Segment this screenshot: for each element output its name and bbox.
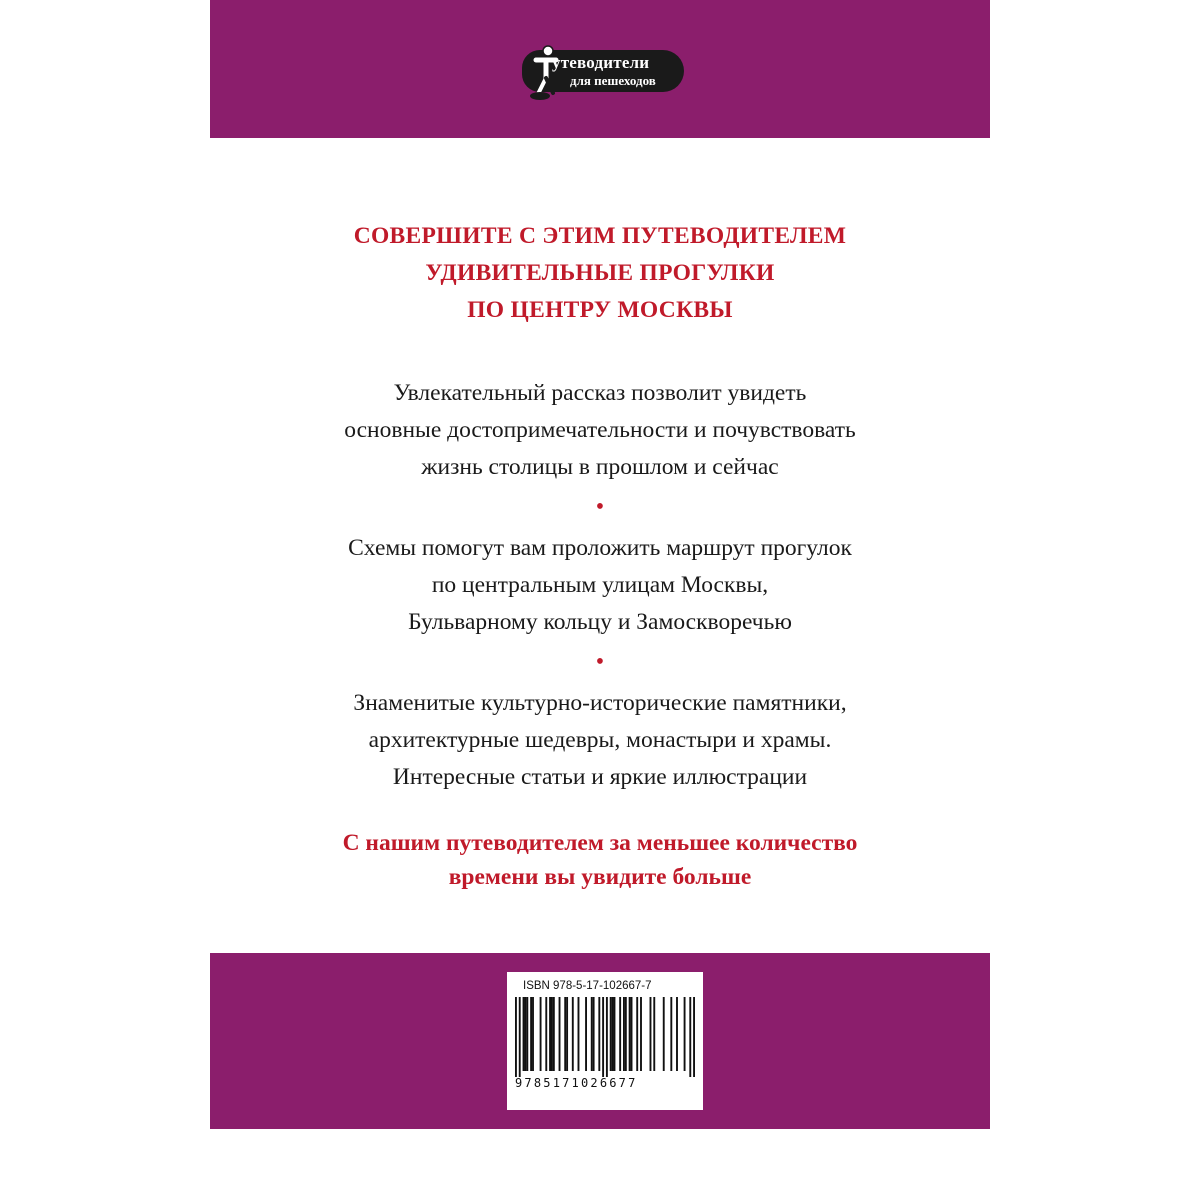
headline-line: СОВЕРШИТЕ С ЭТИМ ПУТЕВОДИТЕЛЕМ (353, 223, 847, 249)
logo-subtitle: для пешеходов (570, 73, 656, 88)
barcode-bar (593, 997, 595, 1071)
paragraph-line: Схемы помогут вам проложить маршрут прогулок (348, 535, 852, 561)
barcode-bar (559, 997, 561, 1071)
barcode-bar (598, 997, 600, 1071)
separator-bullet: • (595, 494, 605, 520)
barcode-bar (693, 997, 695, 1077)
barcode-bar (524, 997, 526, 1071)
barcode-bar (629, 997, 631, 1071)
barcode-bar (519, 997, 521, 1077)
barcode-bar (553, 997, 555, 1071)
paragraph-story (210, 375, 990, 486)
barcode-bar (545, 997, 547, 1071)
barcode-bar (564, 997, 566, 1071)
barcode-bar (670, 997, 672, 1071)
barcode-bar (610, 997, 612, 1071)
closing-statement (210, 826, 990, 894)
logo-title: утеводители (552, 53, 650, 72)
paragraph-line: Знаменитые культурно-исторические памятники, (353, 690, 847, 716)
paragraph-line: основные достопримечательности и почувствовать (344, 417, 856, 443)
barcode-bar (653, 997, 655, 1071)
paragraph-line: Интересные статьи и яркие иллюстрации (392, 764, 808, 790)
barcode-bar (515, 997, 517, 1077)
barcode-bar (619, 997, 621, 1071)
barcode-bar (572, 997, 574, 1071)
barcode-bar (523, 997, 525, 1071)
headline-line: ПО ЦЕНТРУ МОСКВЫ (467, 297, 733, 323)
barcode-bar (540, 997, 542, 1071)
paragraph-line: по центральным улицам Москвы, (431, 572, 769, 598)
barcode-bar (530, 997, 532, 1071)
barcode-bar (689, 997, 691, 1077)
barcode-bar (676, 997, 678, 1071)
barcode-bar (614, 997, 616, 1071)
barcode-bar (684, 997, 686, 1071)
barcode-bar (549, 997, 551, 1071)
barcode-bars (515, 997, 695, 1077)
barcode-bar (631, 997, 633, 1071)
paragraph-landmarks (210, 685, 990, 796)
closing-line: времени вы увидите больше (448, 864, 752, 890)
barcode-bar (623, 997, 625, 1071)
barcode-bar (591, 997, 593, 1071)
barcode-bar (650, 997, 652, 1071)
headline (210, 218, 990, 329)
paragraph-line: Бульварному кольцу и Замоскворечью (408, 609, 792, 635)
isbn-label: ISBN 978-5-17-102667-7 (523, 980, 652, 992)
barcode-bar (551, 997, 553, 1071)
paragraph-maps (210, 530, 990, 641)
barcode-bar (585, 997, 587, 1071)
barcode-bar (612, 997, 614, 1071)
barcode-digits: 9785171026677 (515, 1076, 638, 1090)
separator-bullet: • (595, 649, 605, 675)
barcode-bar (526, 997, 528, 1071)
series-logo (522, 44, 684, 100)
barcode-panel (507, 972, 703, 1110)
barcode-bar (606, 997, 608, 1077)
barcode-bar (578, 997, 580, 1071)
barcode-bar (602, 997, 604, 1077)
paragraph-line: жизнь столицы в прошлом и сейчас (421, 454, 779, 480)
barcode-bar (636, 997, 638, 1071)
barcode-bar (566, 997, 568, 1071)
barcode-bar (625, 997, 627, 1071)
cover-text (210, 218, 990, 894)
barcode-bar (640, 997, 642, 1071)
paragraph-line: Увлекательный рассказ позволит увидеть (393, 380, 807, 406)
paragraph-line: архитектурные шедевры, монастыри и храмы. (368, 727, 832, 753)
barcode-bar (532, 997, 534, 1071)
barcode-bar (663, 997, 665, 1071)
closing-line: С нашим путеводителем за меньшее количество (342, 830, 858, 856)
headline-line: УДИВИТЕЛЬНЫЕ ПРОГУЛКИ (425, 260, 775, 286)
